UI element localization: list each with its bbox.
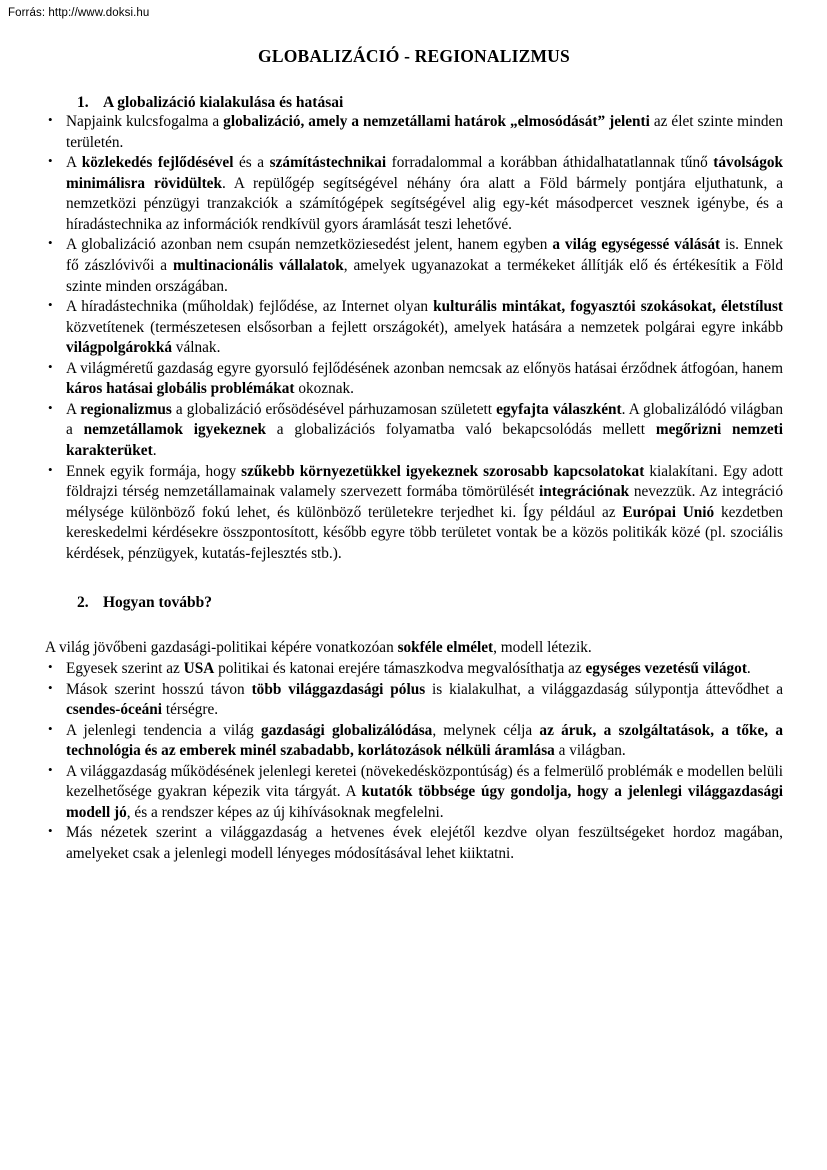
emphasis-run: káros hatásai globális problémákat [66,380,295,398]
text-run: A jelenlegi tendencia a világ [66,721,262,739]
source-url-header: Forrás: http://www.doksi.hu [8,7,150,19]
list-item [45,659,783,680]
text-run: Ennek egyik formája, hogy [66,462,242,480]
section-title-2: Hogyan tovább? [103,594,212,612]
text-run: , amelyek ugyanazokat a termékeket állítják elő és értékesítik a Föld szinte minden országában. [66,256,783,295]
page-title: GLOBALIZÁCIÓ - REGIONALIZMUS [258,46,570,66]
list-item [45,680,783,721]
text-run: , modell létezik. [493,639,592,657]
text-run: Más nézetek szerint a világgazdaság a hetvenes évek elejétől kezdve olyan feszültségeket hordoz magában, amelyeket csak a jelenlegi modell lényeges módosításával lehet kiiktatni. [66,824,783,862]
section-2-intro-paragraph [45,638,783,659]
text-run: az élet szinte minden területén. [66,113,783,151]
list-item [45,359,783,400]
text-run: Napjaink kulcsfogalma a [66,113,224,130]
section-1-bullet-list [45,112,783,564]
list-item [45,153,783,235]
emphasis-run: egyfajta válaszként [496,400,622,418]
list-item [45,721,783,762]
list-item [45,112,783,153]
emphasis-run: az áruk, a szolgáltatások, a tőke, a technológia és az emberek minél szabadabb, korlátozások nélküli áramlása [66,721,783,760]
text-run: , melynek célja [432,721,540,739]
emphasis-run: regionalizmus [80,400,172,418]
emphasis-run: nemzetállamok igyekeznek [83,421,266,439]
emphasis-run: multinacionális vállalatok [172,256,344,274]
text-run: a globalizáció erősödésével párhuzamosan született [171,400,497,418]
emphasis-run: szűkebb környezetükkel igyekeznek szorosabb kapcsolatokat [241,462,645,480]
emphasis-run: egységes vezetésű világot [585,659,747,677]
emphasis-run: integrációnak [539,483,630,501]
section-number-1: 1. [77,94,89,111]
section-2-intro-wrap [45,638,783,659]
list-item [45,762,783,824]
text-run: A világgazdaság működésének jelenlegi keretei (növekedésközpontúság) és a felmerülő problémák e modellen belüli kezelhetősége gyakran képezik vita tárgyát. A [66,762,783,801]
text-run: okoznak. [294,380,354,398]
section-heading-1 [45,94,783,112]
emphasis-run: globalizáció, amely a nemzetállami határok „elmosódását” jelenti [223,113,650,130]
section-2-bullet-list [45,659,783,865]
emphasis-run: Európai Unió [622,503,715,521]
emphasis-run: számítástechnikai [269,154,387,172]
text-run: térségre. [162,701,219,719]
text-run: A globalizáció azonban nem csupán nemzetköziesedést jelent, hanem egyben [66,236,553,254]
text-run: . [746,659,751,677]
emphasis-run: világpolgárokká [66,339,172,357]
text-run: . A globalizálódó világban a [66,400,783,439]
text-run: is kialakulhat, a világgazdaság súlypontja áttevődhet a [425,680,783,698]
section-title-1: A globalizáció kialakulása és hatásai [103,94,344,111]
text-run: . A repülőgép segítségével néhány óra alatt a Föld bármely pontjára eljuthatunk, a nemzetközi pénzügyi tranzakciók a számítógépek segítségével alig egy-két másodpercet vesznek igénybe, és a híradástechnika az információk rendkívül gyors áramlását teszi lehetővé. [66,174,784,233]
emphasis-run: távolságok minimálisra rövidültek [66,154,783,192]
text-run: kezdetben kereskedelmi kérdésekre összpontosított, később egyre több területet vontak be a közös politikák közé (pl. szociális kérdések, pénzügyek, kutatás-fejlesztés stb.). [66,503,783,562]
emphasis-run: gazdasági globalizálódása [261,721,433,739]
text-run: A [66,154,82,172]
list-item [45,823,783,864]
text-run: forradalommal a korábban áthidalhatatlannak tűnő [386,154,714,172]
emphasis-run: közlekedés fejlődésével [81,154,234,172]
document-body [45,44,783,865]
text-run: A világméretű gazdaság egyre gyorsuló fejlődésének azonban nemcsak az előnyös hatásai érződnek átfogóan, hanem [66,359,783,377]
text-run: , és a rendszer képes az új kihívásoknak megfelelni. [126,803,444,821]
text-run: A [66,400,81,418]
text-run: közvetítenek (természetesen elsősorban a fejlett országokét), amelyek hatására a nemzetek polgárai egyre inkább [66,318,783,336]
text-run: . [152,442,157,459]
text-run: nevezzük. Az integráció mélysége különböző fokú lehet, és különböző területekre terjedhet ki. Így például az [66,483,784,521]
section-2-heading-wrap [45,594,783,612]
section-heading-2 [45,594,783,612]
text-run: Mások szerint hosszú távon [66,680,252,698]
list-item [45,297,783,359]
text-run: is. Ennek fő zászlóvivői a [66,236,783,274]
list-item [45,235,783,297]
emphasis-run: csendes-óceáni [66,701,163,719]
text-run: politikai és katonai erejére támaszkodva megvalósíthatja az [214,659,586,677]
emphasis-run: USA [183,659,215,677]
section-1-heading-wrap [45,94,783,112]
emphasis-run: kulturális mintákat, fogyasztói szokásokat, életstílust [433,298,783,316]
text-run: a világban. [554,742,626,760]
text-run: Egyesek szerint az [66,659,184,677]
text-run: kialakítani. Egy adott földrajzi térség nemzetállamainak valamely szervezett formába tömörülését [66,462,783,501]
text-run: és a [233,154,270,172]
list-item [45,400,783,462]
text-run: A világ jövőbeni gazdasági-politikai képére vonatkozóan [45,639,398,657]
emphasis-run: megőrizni nemzeti karakterüket [66,421,783,459]
emphasis-run: több világgazdasági pólus [251,680,426,698]
list-item [45,462,783,565]
emphasis-run: sokféle elmélet [397,639,494,657]
text-run: A híradástechnika (műholdak) fejlődése, az Internet olyan [66,298,434,316]
text-run: a globalizációs folyamatba való bekapcsolódás mellett [266,421,656,439]
section-number-2: 2. [77,594,89,612]
text-run: válnak. [171,339,221,357]
emphasis-run: kutatók többsége úgy gondolja, hogy a jelenlegi világgazdasági modell jó [66,783,784,821]
emphasis-run: a világ egységessé válását [552,236,721,254]
